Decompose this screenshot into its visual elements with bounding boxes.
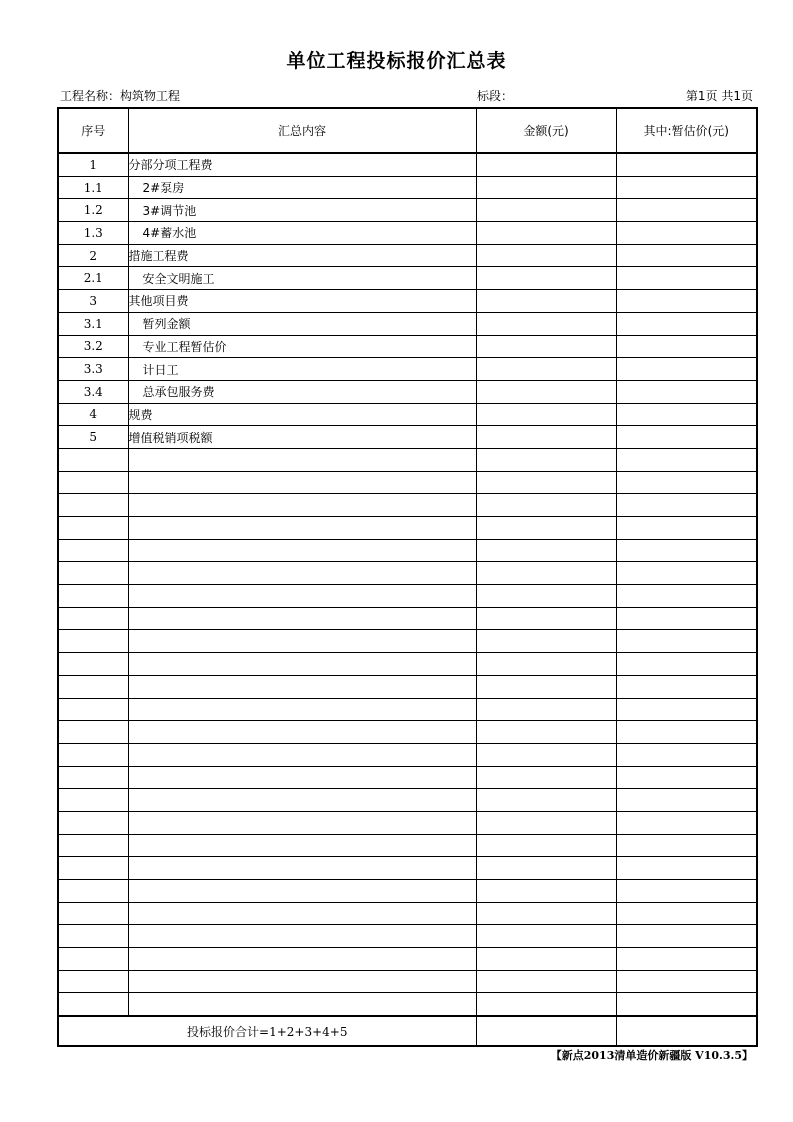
row-amount: [476, 426, 616, 449]
empty-cell: [476, 471, 616, 494]
empty-row: [58, 607, 757, 630]
row-seq: 1.1: [58, 176, 128, 199]
table-row: [58, 403, 757, 426]
empty-cell: [476, 811, 616, 834]
row-amount: [476, 199, 616, 222]
empty-cell: [616, 517, 757, 540]
table-row: [58, 244, 757, 267]
empty-cell: [58, 993, 128, 1016]
total-row: [58, 1016, 757, 1046]
empty-row: [58, 857, 757, 880]
empty-cell: [58, 925, 128, 948]
empty-cell: [128, 630, 476, 653]
empty-row: [58, 698, 757, 721]
row-content: 4#蓄水池: [128, 222, 476, 245]
row-amount: [476, 335, 616, 358]
empty-cell: [476, 630, 616, 653]
empty-row: [58, 448, 757, 471]
empty-cell: [476, 448, 616, 471]
empty-cell: [58, 607, 128, 630]
row-seq: 1: [58, 153, 128, 176]
row-amount: [476, 176, 616, 199]
empty-cell: [58, 766, 128, 789]
empty-cell: [476, 698, 616, 721]
empty-row: [58, 834, 757, 857]
empty-cell: [476, 970, 616, 993]
empty-row: [58, 517, 757, 540]
empty-cell: [128, 539, 476, 562]
empty-cell: [58, 675, 128, 698]
empty-cell: [58, 517, 128, 540]
empty-cell: [616, 789, 757, 812]
empty-cell: [476, 766, 616, 789]
row-content: 规费: [128, 403, 476, 426]
table-row: [58, 426, 757, 449]
empty-cell: [476, 993, 616, 1016]
empty-cell: [58, 948, 128, 971]
empty-cell: [128, 834, 476, 857]
row-content: 暂列金额: [128, 312, 476, 335]
empty-cell: [616, 448, 757, 471]
empty-row: [58, 993, 757, 1016]
total-label: 投标报价合计=1+2+3+4+5: [58, 1016, 476, 1046]
empty-cell: [616, 948, 757, 971]
empty-cell: [128, 993, 476, 1016]
empty-row: [58, 743, 757, 766]
empty-row: [58, 948, 757, 971]
row-seq: 2: [58, 244, 128, 267]
row-content: 计日工: [128, 358, 476, 381]
empty-cell: [476, 539, 616, 562]
row-amount: [476, 403, 616, 426]
table-row: [58, 222, 757, 245]
row-content: 2#泵房: [128, 176, 476, 199]
row-content: 安全文明施工: [128, 267, 476, 290]
table-row: [58, 335, 757, 358]
empty-cell: [616, 880, 757, 903]
row-seq: 4: [58, 403, 128, 426]
row-amount: [476, 267, 616, 290]
empty-cell: [476, 743, 616, 766]
row-content: 其他项目费: [128, 290, 476, 313]
empty-row: [58, 471, 757, 494]
empty-cell: [476, 517, 616, 540]
row-content: 专业工程暂估价: [128, 335, 476, 358]
empty-cell: [128, 653, 476, 676]
empty-cell: [476, 902, 616, 925]
empty-cell: [128, 517, 476, 540]
empty-cell: [616, 698, 757, 721]
row-provisional: [616, 290, 757, 313]
row-seq: 1.2: [58, 199, 128, 222]
empty-cell: [616, 607, 757, 630]
row-content: 增值税销项税额: [128, 426, 476, 449]
header-seq: 序号: [58, 108, 128, 153]
empty-cell: [476, 653, 616, 676]
empty-row: [58, 721, 757, 744]
empty-cell: [616, 857, 757, 880]
empty-cell: [58, 585, 128, 608]
empty-row: [58, 811, 757, 834]
empty-cell: [476, 607, 616, 630]
empty-cell: [616, 585, 757, 608]
empty-cell: [128, 925, 476, 948]
empty-cell: [616, 630, 757, 653]
empty-cell: [476, 789, 616, 812]
empty-row: [58, 766, 757, 789]
row-provisional: [616, 153, 757, 176]
header-content: 汇总内容: [128, 108, 476, 153]
empty-row: [58, 585, 757, 608]
empty-row: [58, 539, 757, 562]
row-seq: 2.1: [58, 267, 128, 290]
table-row: [58, 312, 757, 335]
row-provisional: [616, 176, 757, 199]
row-seq: 1.3: [58, 222, 128, 245]
empty-cell: [616, 721, 757, 744]
row-seq: 3: [58, 290, 128, 313]
empty-cell: [58, 857, 128, 880]
empty-cell: [58, 630, 128, 653]
empty-cell: [58, 721, 128, 744]
empty-row: [58, 902, 757, 925]
empty-cell: [476, 834, 616, 857]
empty-cell: [58, 834, 128, 857]
header-provisional: 其中:暂估价(元): [616, 108, 757, 153]
empty-cell: [476, 585, 616, 608]
empty-cell: [616, 539, 757, 562]
header-amount: 金额(元): [476, 108, 616, 153]
empty-row: [58, 675, 757, 698]
empty-cell: [616, 902, 757, 925]
empty-cell: [128, 789, 476, 812]
empty-cell: [58, 494, 128, 517]
empty-row: [58, 789, 757, 812]
section-label: 标段：: [477, 89, 514, 103]
table-row: [58, 153, 757, 176]
page-indicator: 第1页 共1页: [685, 89, 753, 103]
empty-cell: [616, 970, 757, 993]
table-row: [58, 267, 757, 290]
empty-cell: [128, 562, 476, 585]
empty-row: [58, 562, 757, 585]
table-row: [58, 176, 757, 199]
empty-cell: [128, 675, 476, 698]
empty-cell: [58, 539, 128, 562]
row-amount: [476, 358, 616, 381]
row-provisional: [616, 244, 757, 267]
empty-row: [58, 494, 757, 517]
empty-cell: [128, 721, 476, 744]
row-provisional: [616, 335, 757, 358]
row-seq: 5: [58, 426, 128, 449]
empty-cell: [128, 857, 476, 880]
summary-table: [57, 107, 758, 1047]
empty-cell: [476, 948, 616, 971]
empty-cell: [128, 448, 476, 471]
table-row: [58, 199, 757, 222]
row-content: 分部分项工程费: [128, 153, 476, 176]
empty-cell: [616, 811, 757, 834]
row-amount: [476, 244, 616, 267]
row-seq: 3.1: [58, 312, 128, 335]
empty-cell: [476, 494, 616, 517]
empty-cell: [128, 766, 476, 789]
empty-cell: [58, 653, 128, 676]
empty-cell: [128, 471, 476, 494]
empty-cell: [616, 743, 757, 766]
row-content: 总承包服务费: [128, 380, 476, 403]
row-provisional: [616, 358, 757, 381]
software-footer: 【新点2013清单造价新疆版 V10.3.5】: [550, 1049, 753, 1062]
empty-cell: [476, 721, 616, 744]
empty-cell: [58, 811, 128, 834]
empty-cell: [128, 585, 476, 608]
table-row: [58, 358, 757, 381]
empty-cell: [58, 698, 128, 721]
row-amount: [476, 153, 616, 176]
row-amount: [476, 290, 616, 313]
row-provisional: [616, 222, 757, 245]
empty-cell: [128, 970, 476, 993]
row-provisional: [616, 267, 757, 290]
empty-cell: [128, 880, 476, 903]
table-header-row: [58, 108, 757, 153]
row-provisional: [616, 199, 757, 222]
empty-cell: [128, 902, 476, 925]
empty-cell: [58, 970, 128, 993]
row-seq: 3.2: [58, 335, 128, 358]
empty-cell: [476, 925, 616, 948]
empty-row: [58, 880, 757, 903]
table-row: [58, 380, 757, 403]
empty-cell: [616, 925, 757, 948]
empty-cell: [616, 834, 757, 857]
empty-cell: [128, 698, 476, 721]
empty-cell: [58, 448, 128, 471]
empty-row: [58, 970, 757, 993]
empty-row: [58, 653, 757, 676]
total-amount-cell: [476, 1016, 616, 1046]
empty-cell: [616, 993, 757, 1016]
empty-cell: [128, 948, 476, 971]
empty-cell: [128, 811, 476, 834]
empty-cell: [616, 562, 757, 585]
empty-cell: [616, 471, 757, 494]
empty-cell: [476, 675, 616, 698]
row-provisional: [616, 426, 757, 449]
empty-cell: [476, 857, 616, 880]
row-seq: 3.4: [58, 380, 128, 403]
row-amount: [476, 312, 616, 335]
table-row: [58, 290, 757, 313]
row-amount: [476, 222, 616, 245]
total-provisional-cell: [616, 1016, 757, 1046]
row-content: 3#调节池: [128, 199, 476, 222]
empty-cell: [616, 675, 757, 698]
empty-row: [58, 630, 757, 653]
empty-cell: [128, 494, 476, 517]
row-provisional: [616, 312, 757, 335]
row-seq: 3.3: [58, 358, 128, 381]
row-provisional: [616, 403, 757, 426]
empty-cell: [58, 471, 128, 494]
row-provisional: [616, 380, 757, 403]
empty-cell: [58, 902, 128, 925]
empty-row: [58, 925, 757, 948]
empty-cell: [128, 607, 476, 630]
row-amount: [476, 380, 616, 403]
empty-cell: [128, 743, 476, 766]
empty-cell: [616, 494, 757, 517]
empty-cell: [476, 562, 616, 585]
empty-cell: [616, 653, 757, 676]
empty-cell: [616, 766, 757, 789]
row-content: 措施工程费: [128, 244, 476, 267]
empty-cell: [58, 880, 128, 903]
project-name: 工程名称：构筑物工程: [60, 89, 181, 103]
empty-cell: [58, 743, 128, 766]
empty-cell: [58, 562, 128, 585]
table-body: [58, 153, 757, 1016]
page-title: 单位工程投标报价汇总表: [286, 50, 507, 72]
empty-cell: [58, 789, 128, 812]
empty-cell: [476, 880, 616, 903]
